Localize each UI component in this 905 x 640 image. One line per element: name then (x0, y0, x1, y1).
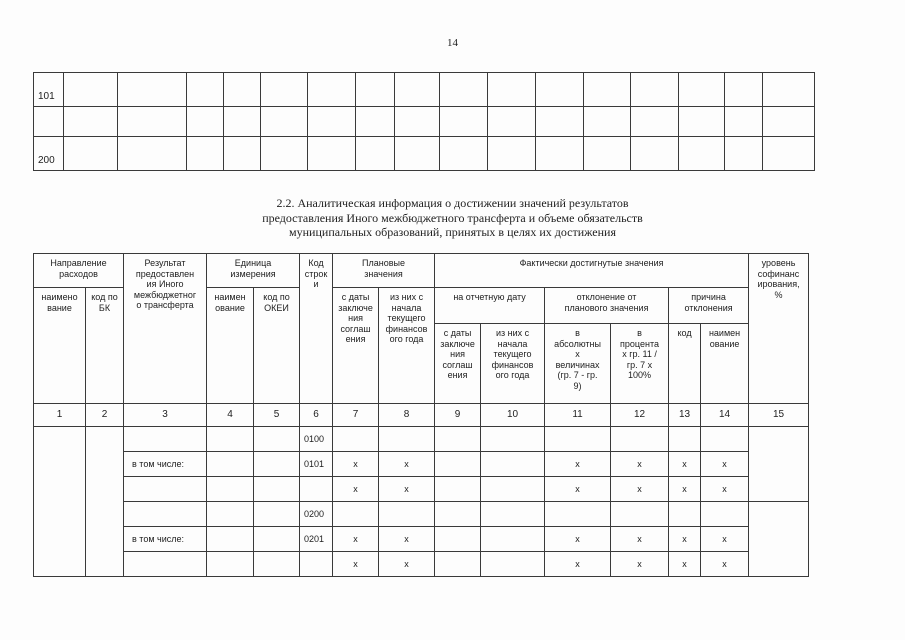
cell-x: x (701, 527, 749, 552)
header-fact-year: из них с начала текущего финансов ого года (481, 324, 545, 404)
bk-code-cell (86, 427, 124, 577)
row-code: 0201 (300, 527, 333, 552)
cell-x: x (611, 552, 669, 577)
column-numbers-row (34, 404, 809, 427)
section-heading (180, 196, 725, 240)
header-bk-code: код по БК (86, 288, 124, 404)
header-row (34, 254, 809, 288)
cell-x: x (333, 477, 379, 502)
column-number: 5 (254, 404, 300, 427)
row-label-101: 101 (34, 73, 64, 107)
row-code: 0200 (300, 502, 333, 527)
header-dev-percent: в процента х гр. 11 / гр. 7 х 100% (611, 324, 669, 404)
column-number: 3 (124, 404, 207, 427)
column-number: 4 (207, 404, 254, 427)
cell-x: x (669, 452, 701, 477)
cell-x: x (379, 552, 435, 577)
heading-line: 2.2. Аналитическая информация о достижении значений результатов (276, 196, 629, 210)
header-unit: Единица измерения (207, 254, 300, 288)
column-number: 7 (333, 404, 379, 427)
column-number: 12 (611, 404, 669, 427)
header-on-report-date: на отчетную дату (435, 288, 545, 324)
column-number: 15 (749, 404, 809, 427)
header-cofinancing: уровень софинанс ирования, % (749, 254, 809, 404)
continuation-table (33, 72, 815, 171)
cofinancing-cell (749, 502, 809, 577)
header-fact-agreement: с даты заключе ния соглаш ения (435, 324, 481, 404)
table-row (34, 552, 809, 577)
heading-line: предоставления Иного межбюджетного трансферта и объеме обязательств (262, 210, 643, 225)
table-row (34, 502, 809, 527)
cell-x: x (669, 552, 701, 577)
cell-x: x (379, 477, 435, 502)
row-label-200: 200 (34, 137, 64, 171)
row-code (300, 552, 333, 577)
row-code: 0101 (300, 452, 333, 477)
column-number: 13 (669, 404, 701, 427)
cell-x: x (545, 452, 611, 477)
header-reason-code: код (669, 324, 701, 404)
column-number: 11 (545, 404, 611, 427)
cell-x: x (701, 477, 749, 502)
cell-x: x (669, 477, 701, 502)
table-row (34, 527, 809, 552)
header-row-code: Код строк и (300, 254, 333, 404)
column-number: 14 (701, 404, 749, 427)
column-number: 2 (86, 404, 124, 427)
cell-x: x (333, 527, 379, 552)
header-reason: причина отклонения (669, 288, 749, 324)
header-unit-name: наимен ование (207, 288, 254, 404)
column-number: 10 (481, 404, 545, 427)
header-name: наимено вание (34, 288, 86, 404)
cell-x: x (611, 452, 669, 477)
table-row (34, 107, 815, 137)
cell-x: x (379, 527, 435, 552)
cell-x: x (545, 552, 611, 577)
cell-x: x (701, 552, 749, 577)
header-okei-code: код по ОКЕИ (254, 288, 300, 404)
column-number: 1 (34, 404, 86, 427)
header-deviation: отклонение от планового значения (545, 288, 669, 324)
header-actual: Фактически достигнутые значения (435, 254, 749, 288)
cell-x: x (701, 452, 749, 477)
table-row (34, 477, 809, 502)
header-reason-name: наимен ование (701, 324, 749, 404)
table-row (34, 137, 815, 171)
cofinancing-cell (749, 427, 809, 502)
cell-x: x (669, 527, 701, 552)
column-number: 8 (379, 404, 435, 427)
cell-x: x (333, 552, 379, 577)
result-cell (124, 552, 207, 577)
header-result: Результат предоставлен ия Иного межбюджетног о трансферта (124, 254, 207, 404)
cell-x: x (611, 477, 669, 502)
table-row (34, 452, 809, 477)
cell-x: x (545, 527, 611, 552)
result-cell: в том числе: (124, 452, 207, 477)
result-cell: в том числе: (124, 527, 207, 552)
header-dev-absolute: в абсолютны х величинах (гр. 7 - гр. 9) (545, 324, 611, 404)
column-number: 6 (300, 404, 333, 427)
cell-x: x (611, 527, 669, 552)
cell-x: x (333, 452, 379, 477)
header-planned: Плановые значения (333, 254, 435, 288)
analytical-table (33, 253, 809, 577)
header-plan-agreement: с даты заключе ния соглаш ения (333, 288, 379, 404)
table-row (34, 73, 815, 107)
direction-name-cell (34, 427, 86, 577)
table-row (34, 427, 809, 452)
page-number: 14 (447, 37, 458, 49)
row-code: 0100 (300, 427, 333, 452)
heading-line: муниципальных образований, принятых в целях их достижения (289, 225, 616, 239)
header-direction: Направление расходов (34, 254, 124, 288)
row-code (300, 477, 333, 502)
cell-x: x (545, 477, 611, 502)
cell-x: x (379, 452, 435, 477)
header-plan-year: из них с начала текущего финансов ого года (379, 288, 435, 404)
column-number: 9 (435, 404, 481, 427)
result-cell (124, 477, 207, 502)
